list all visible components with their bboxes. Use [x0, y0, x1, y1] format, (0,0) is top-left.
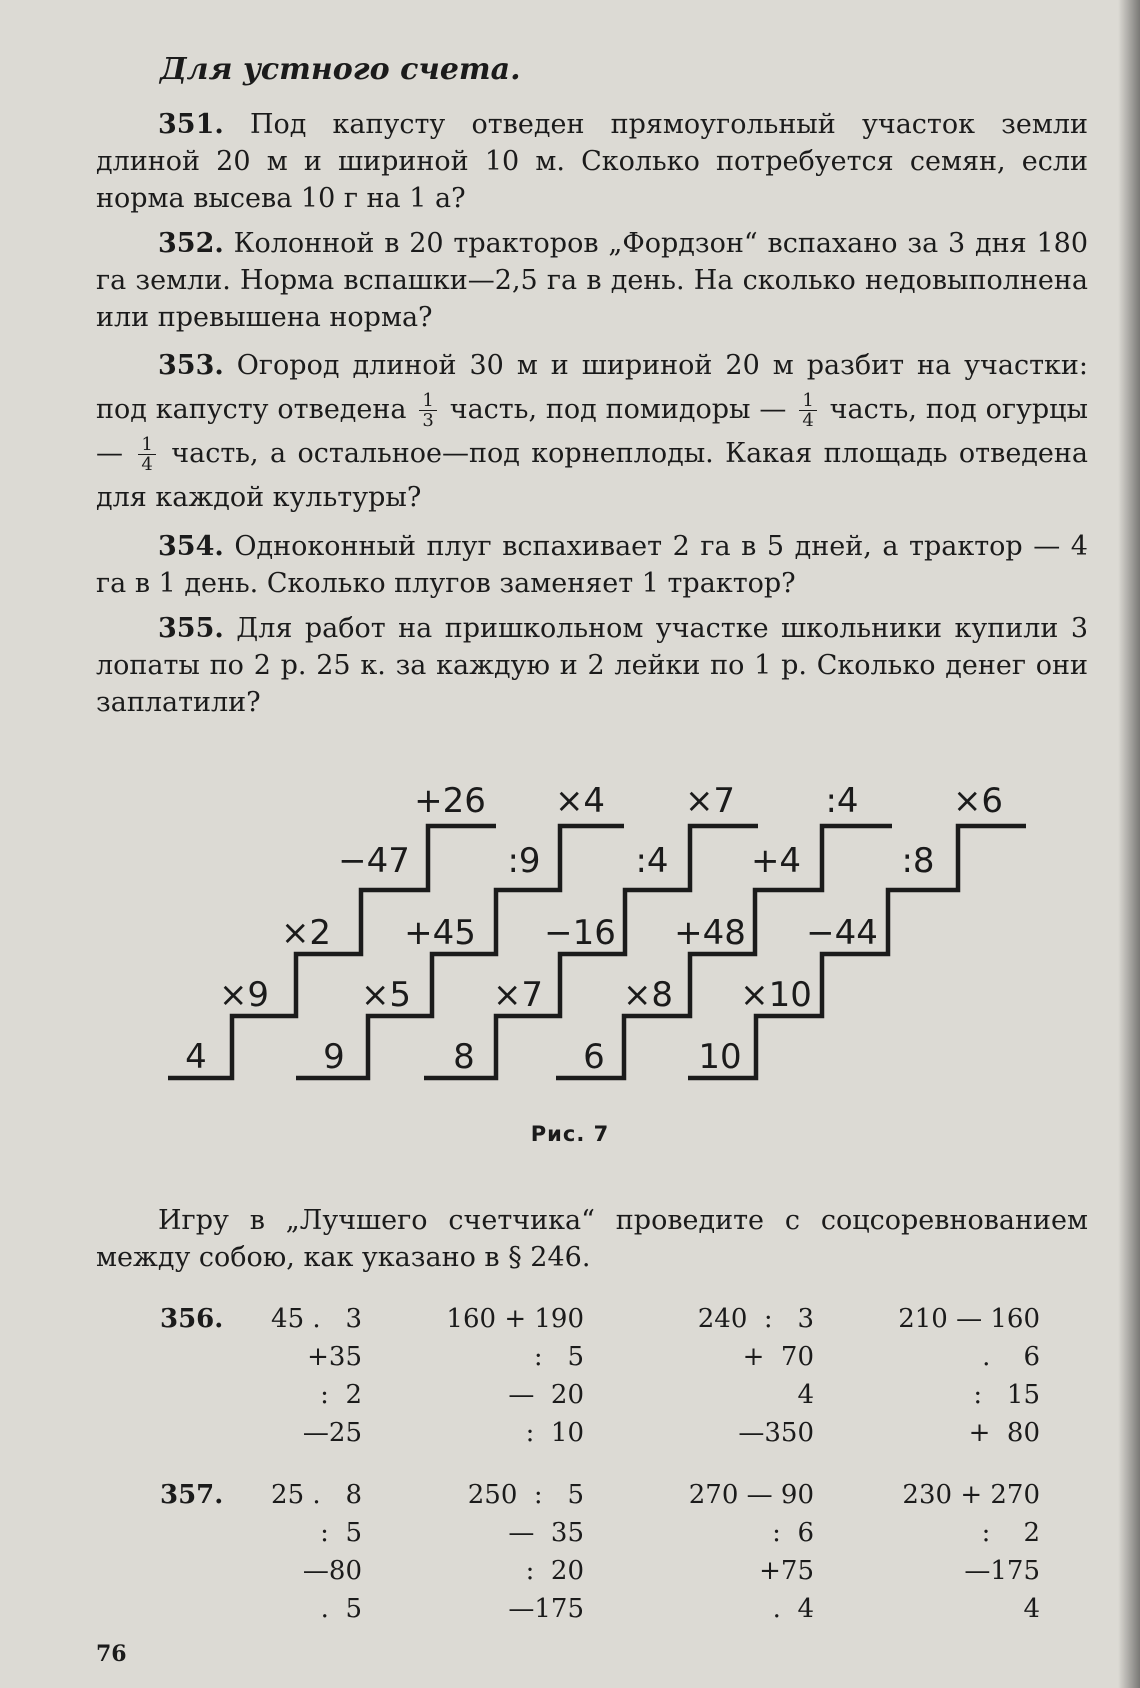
figure-caption: Рис. 7: [530, 1122, 610, 1146]
expression-cell: — 20: [508, 1380, 584, 1410]
expression-cell: —175: [508, 1594, 584, 1624]
start-number: 6: [583, 1037, 605, 1077]
expression-cell: +35: [307, 1342, 362, 1372]
stair-line-1: [168, 826, 496, 1078]
expression-cell: 45 . 3: [271, 1304, 362, 1334]
expression-cell: : 6: [772, 1518, 814, 1548]
problem-list: [96, 106, 1088, 729]
operation-label: ×10: [740, 975, 812, 1015]
operation-label: ×5: [360, 975, 412, 1015]
fraction-one-quarter: $\frac{1}{4}$: [138, 435, 155, 474]
stair-line-4: [556, 826, 892, 1078]
expression-cell: : 5: [533, 1342, 584, 1372]
problem-number: 354.: [158, 531, 224, 562]
expression-cell: + 70: [742, 1342, 814, 1372]
stair-line-2: [296, 826, 624, 1078]
problem-number: 353.: [158, 350, 224, 381]
operation-label: −47: [338, 841, 410, 881]
problem-text: Колонной в 20 тракторов „Фордзон“ вспахано за 3 дня 180 га земли. Норма вспашки—2,5 га в день. На сколько недовыполнена или превышена норма?: [96, 228, 1088, 333]
problem-text: Под капусту отведен прямоугольный участок земли длиной 20 м и шириной 10 м. Сколько потребуется семян, если норма высева 10 г на 1 а?: [96, 109, 1088, 214]
start-number: 10: [698, 1037, 742, 1077]
operation-label: ×8: [622, 975, 674, 1015]
expression-cell: + 80: [968, 1418, 1040, 1448]
operation-label: +45: [404, 913, 476, 953]
expression-cell: —25: [302, 1418, 362, 1448]
problem-number: 355.: [158, 613, 224, 644]
expression-cell: : 2: [981, 1518, 1040, 1548]
problem-352: [96, 225, 1088, 336]
fraction-one-third: $\frac{1}{3}$: [419, 391, 436, 430]
operation-label: ×4: [554, 781, 606, 821]
stair-line-3: [424, 826, 758, 1078]
problem-text: Огород длиной 30 м и шириной 20 м разбит на участки: под капусту отведена: [96, 350, 1088, 425]
stair-line-5: [688, 826, 1026, 1078]
operation-label: −16: [544, 913, 616, 953]
operation-label: ×6: [952, 781, 1004, 821]
problem-text: часть, под помидоры —: [449, 394, 787, 425]
expression-cell: 250 : 5: [467, 1480, 584, 1510]
operation-label: ×7: [492, 975, 544, 1015]
problem-number: 352.: [158, 228, 224, 259]
page-number: 76: [96, 1641, 127, 1667]
exercise-number: 356.: [160, 1304, 224, 1334]
problem-353: [96, 344, 1088, 520]
expression-cell: 160 + 190: [446, 1304, 584, 1334]
expression-cell: . 6: [982, 1342, 1040, 1372]
expression-cell: 230 + 270: [902, 1480, 1040, 1510]
operation-label: +48: [674, 913, 746, 953]
start-number: 8: [453, 1037, 475, 1077]
expression-cell: —350: [738, 1418, 814, 1448]
problem-number: 351.: [158, 109, 224, 140]
operation-label: :4: [825, 781, 859, 821]
operation-label: +4: [750, 841, 802, 881]
game-instruction: Игру в „Лучшего счетчика“ проведите с соцсоревнованием между собою, как указано в § 246.: [96, 1205, 1088, 1273]
operation-label: ×9: [218, 975, 270, 1015]
expression-cell: : 15: [973, 1380, 1040, 1410]
problem-351: [96, 106, 1088, 217]
operation-label: ×7: [684, 781, 736, 821]
expression-cell: 240 : 3: [697, 1304, 814, 1334]
expression-cell: : 20: [525, 1556, 584, 1586]
expression-cell: +75: [759, 1556, 814, 1586]
expression-cell: : 5: [320, 1518, 362, 1548]
operation-label: +26: [414, 781, 486, 821]
problem-text: Одноконный плуг вспахивает 2 га в 5 дней, а трактор — 4 га в 1 день. Сколько плугов заменяет 1 трактор?: [96, 531, 1088, 599]
problem-text: часть, под огурцы —: [96, 394, 1089, 469]
expression-cell: . 4: [772, 1594, 814, 1624]
operation-label: −44: [806, 913, 878, 953]
problem-text: Для работ на пришкольном участке школьники купили 3 лопаты по 2 р. 25 к. за каждую и 2 лейки по 1 р. Сколько денег они заплатили?: [96, 613, 1088, 718]
section-heading: Для устного счета.: [160, 52, 521, 87]
expression-cell: . 5: [320, 1594, 362, 1624]
expression-cell: 270 — 90: [688, 1480, 814, 1510]
expression-cell: : 2: [320, 1380, 362, 1410]
operation-label: ×2: [280, 913, 332, 953]
exercise-number: 357.: [160, 1480, 224, 1510]
expression-cell: 25 . 8: [271, 1480, 362, 1510]
expression-cell: 4: [1023, 1594, 1040, 1624]
expression-cell: —80: [302, 1556, 362, 1586]
expression-cell: : 10: [525, 1418, 584, 1448]
expression-cell: —175: [964, 1556, 1040, 1586]
operation-label: :9: [507, 841, 541, 881]
problem-354: [96, 528, 1088, 602]
fraction-one-quarter: $\frac{1}{4}$: [799, 391, 816, 430]
start-number: 4: [185, 1037, 207, 1077]
expression-cell: 4: [797, 1380, 814, 1410]
expression-cell: 210 — 160: [898, 1304, 1040, 1334]
expression-cell: — 35: [508, 1518, 584, 1548]
operation-label: :4: [635, 841, 669, 881]
start-number: 9: [323, 1037, 345, 1077]
problem-355: [96, 610, 1088, 721]
problem-text: часть, а остальное—под корнеплоды. Какая площадь отведена для каждой культуры?: [96, 438, 1088, 513]
operation-label: :8: [901, 841, 935, 881]
